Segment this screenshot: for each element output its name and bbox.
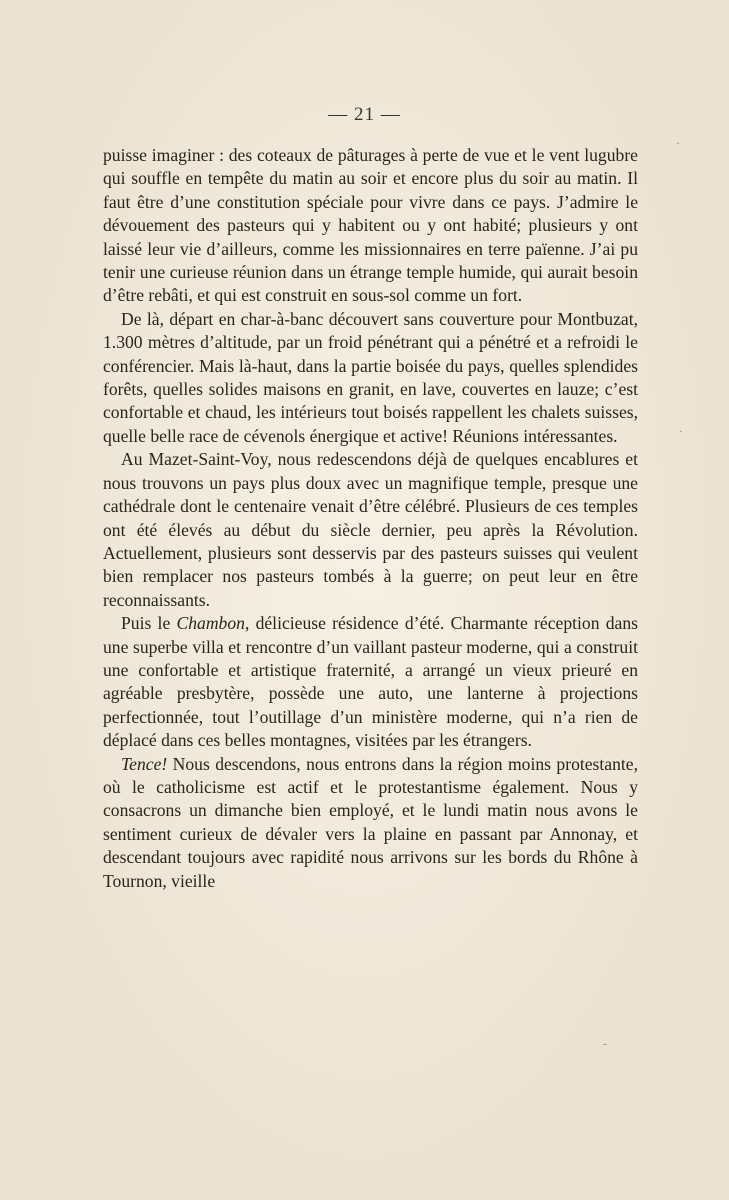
- place-name-tence: Tence!: [121, 753, 168, 774]
- paragraph-4-text: , délicieuse résidence d’été. Charmante réception dans une superbe villa et rencontre d’un vaillant pasteur moderne, qui a construit une confortable et artistique fraternité, a arrangé un vieux prieuré en agréable presbytère, possède une auto, une lanterne à projections perfectionnée, tout l’outillage d’un ministère moderne, qui n’a rien de déplacé dans ces belles montagnes, visitées par les étrangers.: [103, 613, 638, 751]
- body-text: [103, 144, 638, 893]
- paragraph-4-lead: Puis le: [121, 613, 177, 634]
- paragraph-4: [103, 612, 638, 752]
- paragraph-2: De là, départ en char-à-banc découvert sans couverture pour Montbuzat, 1.300 mètres d’altitude, par un froid pénétrant qui a pénétré et a refroidi le conférencier. Mais là-haut, dans la partie boisée du pays, quelles splendides forêts, quelles solides maisons en granit, en lave, couvertes en lauze; c’est confortable et chaud, les intérieurs tout boisés rappellent les chalets suisses, quelle belle race de cévenols énergique et active! Réunions intéressantes.: [103, 308, 638, 446]
- margin-speck: ˊ: [676, 140, 680, 154]
- paragraph-5: [103, 753, 638, 893]
- paragraph-1: puisse imaginer : des coteaux de pâturages à perte de vue et le vent lugubre qui souffle en tempête du matin au soir et encore plus du soir au matin. Il faut être d’une constitution spéciale pour vivre dans ce pays. J’admire le dévouement des pasteurs qui y habitent ou y ont habité; plusieurs y ont laissé leur vie d’ailleurs, comme les missionnaires en terre païenne. J’ai pu tenir une curieuse réunion dans un étrange temple humide, qui aurait besoin d’être rebâti, et qui est construit en sous-sol comme un fort.: [103, 145, 638, 306]
- margin-speck: ˉ: [603, 1040, 607, 1054]
- margin-speck: ˋ: [679, 428, 683, 442]
- place-name-chambon: Chambon: [176, 613, 245, 634]
- page-number: — 21 —: [328, 104, 401, 125]
- paragraph-5-text: Nous descendons, nous entrons dans la région moins protestante, où le catholicisme est actif et le protestantisme également. Nous y consacrons un dimanche bien employé, et le lundi matin nous avons le sentiment curieux de dévaler vers la plaine en passant par Annonay, et descendant toujours avec rapidité nous arrivons sur les bords du Rhône à Tournon, vieille: [103, 753, 638, 891]
- paragraph-3: Au Mazet-Saint-Voy, nous redescendons déjà de quelques encablures et nous trouvons un pays plus doux avec un magnifique temple, presque une cathédrale dont le centenaire venait d’être célébré. Plusieurs de ces temples ont été élevés au début du siècle dernier, peu après la Révolution. Actuellement, plusieurs sont desservis par des pasteurs suisses qui veulent bien remplacer nos pasteurs tombés à la guerre; on peut leur en être reconnaissants.: [103, 449, 638, 610]
